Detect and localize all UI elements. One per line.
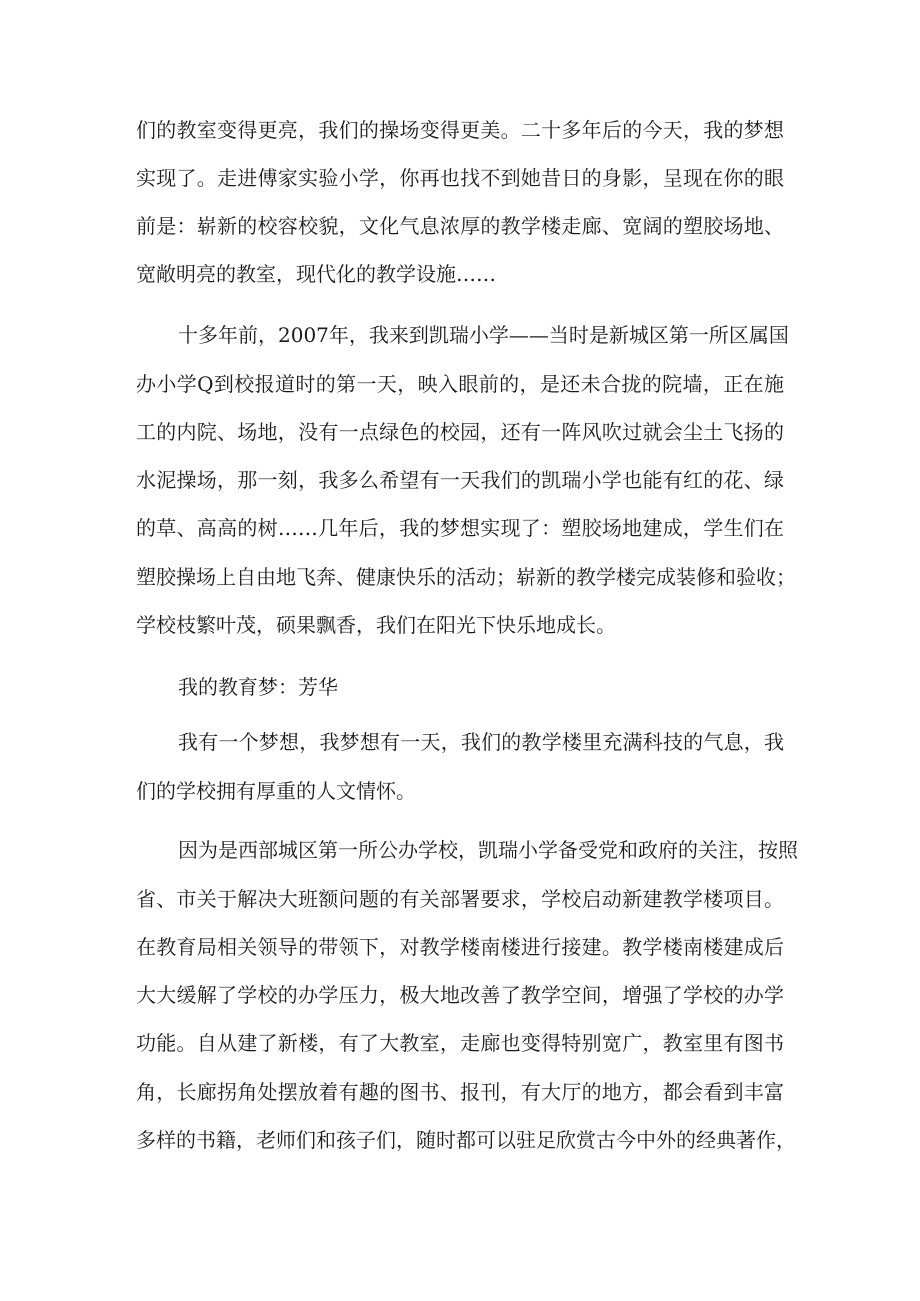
paragraph-4-line-3: 在教育局相关领导的带领下，对教学楼南楼进行接建。教学楼南楼建成后 xyxy=(136,935,784,959)
paragraph-4-line-5: 功能。自从建了新楼，有了大教室，走廊也变得特别宽广，教室里有图书 xyxy=(136,1031,784,1055)
paragraph-3-line-1: 我有一个梦想，我梦想有一天，我们的教学楼里充满科技的气息，我 xyxy=(178,730,784,754)
paragraph-2-line-3: 工的内院、场地，没有一点绿色的校园，还有一阵风吹过就会尘土飞扬的 xyxy=(136,420,784,444)
paragraph-2-line-2: 办小学Q到校报道时的第一天，映入眼前的，是还未合拢的院墙，正在施 xyxy=(136,372,784,396)
paragraph-1-line-4: 宽敞明亮的教室，现代化的教学设施…… xyxy=(136,262,496,286)
paragraph-3-line-2: 们的学校拥有厚重的人文情怀。 xyxy=(136,779,416,803)
paragraph-2-line-4: 水泥操场，那一刻，我多么希望有一天我们的凯瑞小学也能有红的花、绿 xyxy=(136,468,784,492)
paragraph-1-line-1: 们的教室变得更亮，我们的操场变得更美。二十多年后的今天，我的梦想 xyxy=(136,118,784,142)
paragraph-4-line-1: 因为是西部城区第一所公办学校，凯瑞小学备受党和政府的关注，按照 xyxy=(178,838,798,862)
paragraph-4-line-6: 角，长廊拐角处摆放着有趣的图书、报刊，有大厅的地方，都会看到丰富 xyxy=(136,1080,784,1104)
section-heading: 我的教育梦：芳华 xyxy=(178,675,338,699)
paragraph-2-line-6: 塑胶操场上自由地飞奔、健康快乐的活动；崭新的教学楼完成装修和验收； xyxy=(136,565,796,589)
paragraph-4-line-7: 多样的书籍，老师们和孩子们，随时都可以驻足欣赏古今中外的经典著作， xyxy=(136,1128,796,1152)
paragraph-2-line-5: 的草、高高的树……几年后，我的梦想实现了：塑胶场地建成，学生们在 xyxy=(136,516,784,540)
paragraph-2-line-1: 十多年前，2007年，我来到凯瑞小学——当时是新城区第一所区属国 xyxy=(178,323,789,347)
paragraph-4-line-4: 大大缓解了学校的办学压力，极大地改善了教学空间，增强了学校的办学 xyxy=(136,983,784,1007)
paragraph-4-line-2: 省、市关于解决大班额问题的有关部署要求，学校启动新建教学楼项目。 xyxy=(136,887,784,911)
paragraph-2-line-7: 学校枝繁叶茂，硕果飘香，我们在阳光下快乐地成长。 xyxy=(136,613,616,637)
paragraph-1-line-3: 前是：崭新的校容校貌，文化气息浓厚的教学楼走廊、宽阔的塑胶场地、 xyxy=(136,214,784,238)
paragraph-1-line-2: 实现了。走进傅家实验小学，你再也找不到她昔日的身影，呈现在你的眼 xyxy=(136,166,784,190)
